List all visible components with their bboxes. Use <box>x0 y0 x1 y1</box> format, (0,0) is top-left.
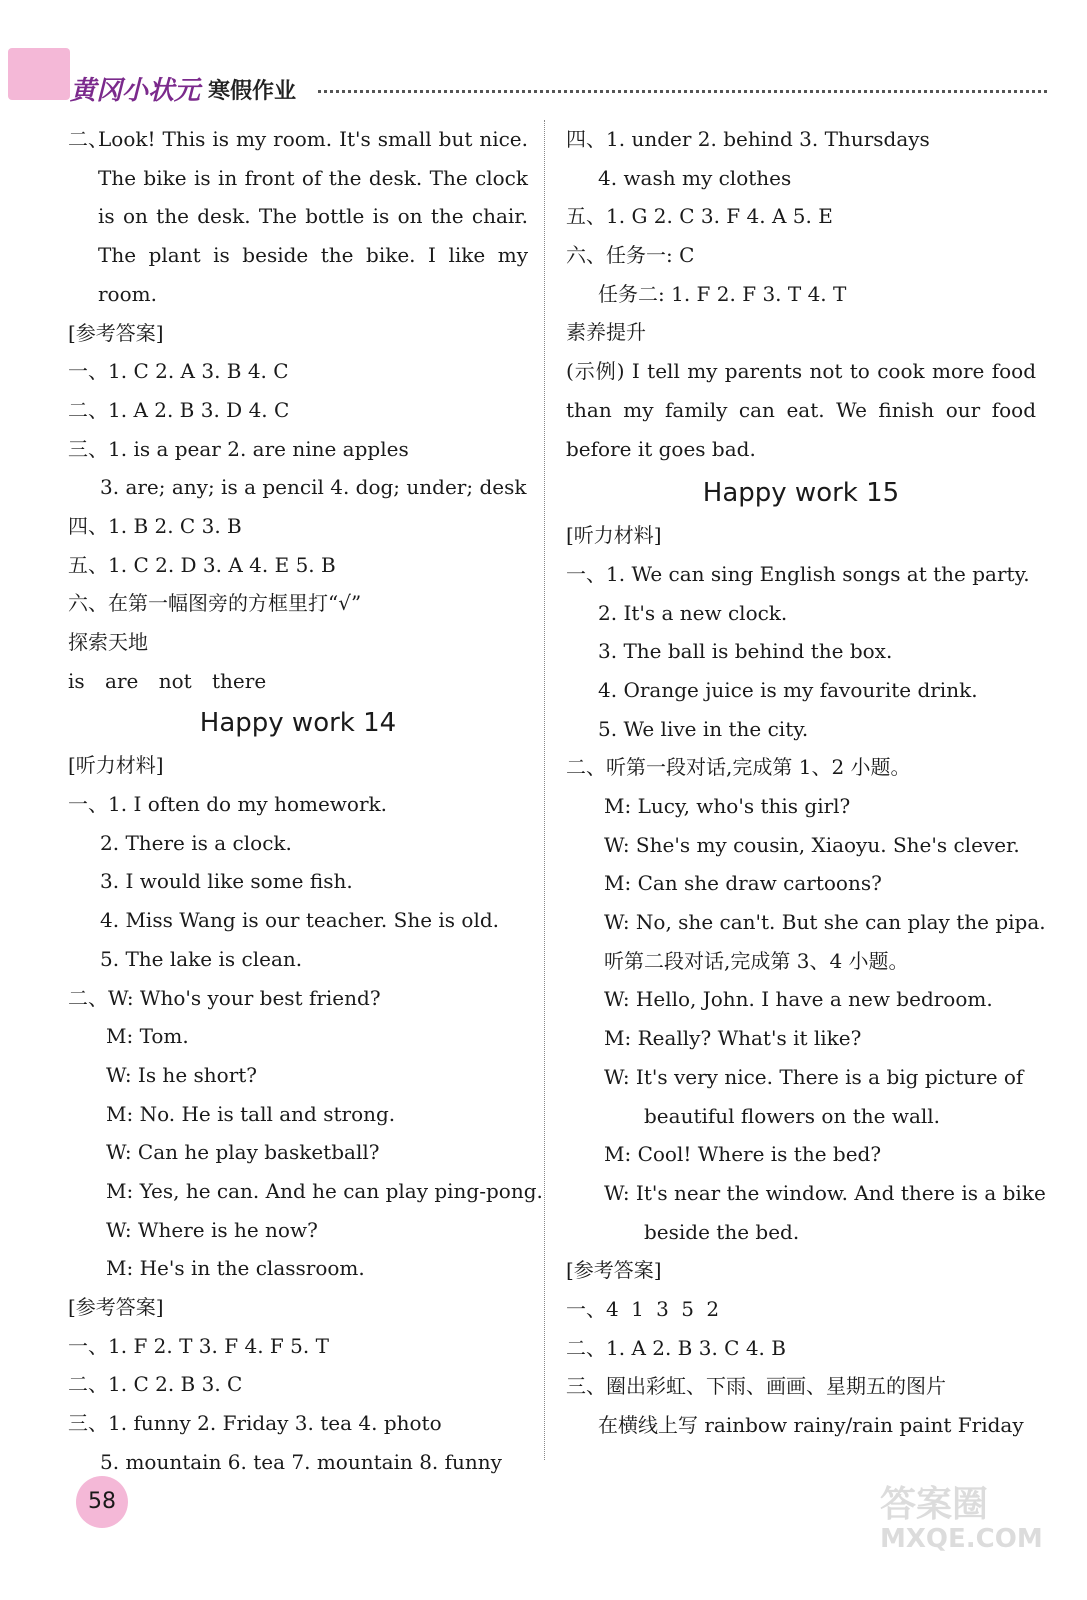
answer-line: 五、1. G 2. C 3. F 4. A 5. E <box>566 204 833 229</box>
script-line: 二、W: Who's your best friend? <box>68 985 381 1010</box>
example-answer: (示例) I tell my parents not to cook more food than my family can eat. We finish our food before it goes bad. <box>566 359 1036 461</box>
page-header <box>0 40 1087 110</box>
watermark-url: MXQE.COM <box>880 1524 1043 1554</box>
header-subtitle: 寒假作业 <box>208 79 297 104</box>
answer-line: 四、1. under 2. behind 3. Thursdays <box>566 127 930 151</box>
script-line: 4. Miss Wang is our teacher. She is old. <box>100 908 500 933</box>
section-heading: [参考答案] <box>566 1258 662 1283</box>
script-line: W: Is he short? <box>106 1062 258 1087</box>
script-line: M: Cool! Where is the bed? <box>604 1142 882 1167</box>
left-column <box>68 120 543 1481</box>
script-line: 一、1. We can sing English songs at the party. <box>566 561 1030 586</box>
answer-line: 六、在第一幅图旁的方框里打“√” <box>68 591 362 616</box>
section-heading: [听力材料] <box>566 523 662 548</box>
script-line: beautiful flowers on the wall. <box>644 1103 941 1128</box>
section-title: Happy work 15 <box>702 478 900 509</box>
script-line: 3. The ball is behind the box. <box>598 639 893 664</box>
answer-line: 3. are; any; is a pencil 4. dog; under; desk <box>100 475 527 500</box>
answer-line: 三、1. funny 2. Friday 3. tea 4. photo <box>68 1411 442 1436</box>
script-line: 听第二段对话,完成第 3、4 小题。 <box>604 948 909 973</box>
script-line: W: Hello, John. I have a new bedroom. <box>604 987 993 1012</box>
answer-line: 任务二: 1. F 2. F 3. T 4. T <box>598 281 847 306</box>
script-line: 2. There is a clock. <box>100 830 292 855</box>
script-line: 5. We live in the city. <box>598 716 809 741</box>
passage-number: 二、 <box>68 127 108 151</box>
script-line: W: No, she can't. But she can play the pipa. <box>604 910 1046 935</box>
script-line: W: It's near the window. And there is a bike <box>604 1180 1046 1205</box>
answer-line: 一、4 1 3 5 2 <box>566 1296 720 1321</box>
script-line: beside the bed. <box>644 1219 800 1244</box>
script-line: M: Really? What's it like? <box>604 1026 862 1051</box>
script-line: W: Where is he now? <box>106 1217 318 1242</box>
column-divider <box>544 120 545 1460</box>
script-line: 一、1. I often do my homework. <box>68 792 387 817</box>
script-line: M: Tom. <box>106 1024 189 1049</box>
section-heading: [参考答案] <box>68 1295 164 1320</box>
section-heading: [听力材料] <box>68 753 164 778</box>
answer-line: 六、任务一: C <box>566 243 695 268</box>
script-line: W: She's my cousin, Xiaoyu. She's clever. <box>604 832 1020 857</box>
brand-logo: 黄冈小状元 <box>70 76 201 106</box>
script-line: 3. I would like some fish. <box>100 869 353 894</box>
answer-line: 二、1. A 2. B 3. D 4. C <box>68 397 290 422</box>
right-column <box>566 120 1046 1445</box>
answer-line: 三、1. is a pear 2. are nine apples <box>68 436 409 461</box>
answer-line: 5. mountain 6. tea 7. mountain 8. funny <box>100 1449 502 1474</box>
script-line: 4. Orange juice is my favourite drink. <box>598 677 978 702</box>
answer-line: 在横线上写 rainbow rainy/rain paint Friday <box>598 1413 1024 1438</box>
section-heading: 素养提升 <box>566 320 646 345</box>
header-dotted-rule <box>318 90 1047 93</box>
section-title: Happy work 14 <box>199 708 397 739</box>
answer-line: [参考答案] <box>68 320 164 345</box>
script-line: 2. It's a new clock. <box>598 600 788 625</box>
script-line: 5. The lake is clean. <box>100 946 303 971</box>
script-line: W: It's very nice. There is a big picture of <box>604 1064 1024 1089</box>
script-line: M: No. He is tall and strong. <box>106 1101 396 1126</box>
watermark-logo: 答案圈 <box>880 1484 989 1525</box>
answer-line: 三、圈出彩虹、下雨、画画、星期五的图片 <box>566 1374 946 1399</box>
passage-text: Look! This is my room. It's small but nice. The bike is in front of the desk. The clock is on the desk. The bottle is on the chair. The plant is beside the bike. I like my room. <box>98 127 528 306</box>
answer-line: is are not there <box>68 668 267 693</box>
section-heading: 探索天地 <box>68 630 148 655</box>
answer-line: 四、1. B 2. C 3. B <box>68 513 242 538</box>
script-line: M: Can she draw cartoons? <box>604 871 882 896</box>
answer-line: 二、1. C 2. B 3. C <box>68 1372 243 1397</box>
script-line: M: He's in the classroom. <box>106 1256 365 1281</box>
script-line: M: Lucy, who's this girl? <box>604 794 851 819</box>
answer-line: 二、1. A 2. B 3. C 4. B <box>566 1335 786 1360</box>
answer-line: 一、1. F 2. T 3. F 4. F 5. T <box>68 1333 329 1358</box>
header-decoration <box>8 48 70 100</box>
script-line: M: Yes, he can. And he can play ping-pong. <box>106 1178 543 1203</box>
answer-line: 4. wash my clothes <box>598 165 792 190</box>
answer-line: 五、1. C 2. D 3. A 4. E 5. B <box>68 552 336 577</box>
page-number: 58 <box>76 1476 128 1528</box>
script-line: W: Can he play basketball? <box>106 1140 380 1165</box>
script-line: 二、听第一段对话,完成第 1、2 小题。 <box>566 755 911 780</box>
answer-line: 一、1. C 2. A 3. B 4. C <box>68 359 289 384</box>
reading-passage <box>68 120 528 314</box>
